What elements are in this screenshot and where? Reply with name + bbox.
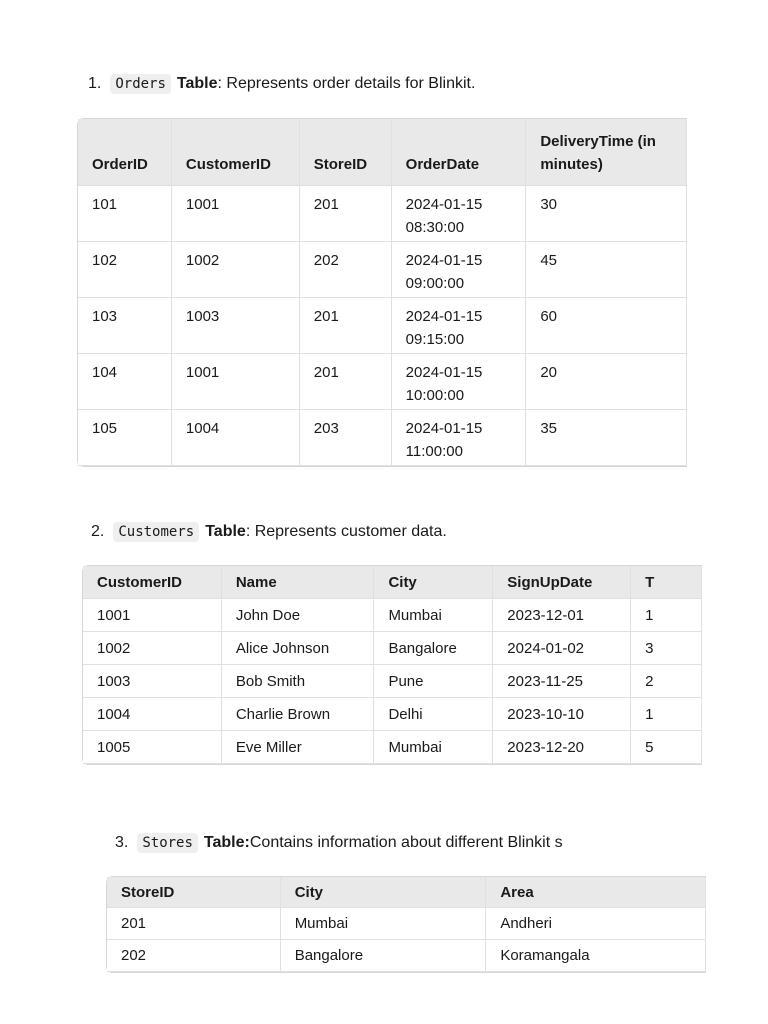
table-cell: Alice Johnson (222, 632, 375, 665)
table-cell: 2024-01-02 (493, 632, 631, 665)
table-cell: 1004 (83, 698, 222, 731)
table-name-code: Customers (113, 522, 199, 542)
column-header: StoreID (300, 119, 392, 186)
table-cell: Mumbai (281, 908, 487, 940)
customers-table (82, 565, 702, 765)
table-cell: 201 (300, 298, 392, 354)
table-name-code: Orders (110, 74, 171, 94)
table-cell: 102 (78, 242, 172, 298)
stores-table (106, 876, 706, 973)
table-row (83, 632, 702, 665)
orders-table (77, 118, 687, 467)
table-cell: 1002 (83, 632, 222, 665)
column-header: City (281, 877, 487, 908)
table-cell: 1003 (83, 665, 222, 698)
table-cell: 1001 (83, 599, 222, 632)
table-row (83, 599, 702, 632)
table-header-row (107, 877, 706, 908)
table-cell: Koramangala (486, 940, 706, 972)
table-header-row (83, 566, 702, 599)
table-cell: 1004 (172, 410, 300, 466)
table-header-row (78, 119, 687, 186)
table-cell: 2024-01-15 09:00:00 (392, 242, 527, 298)
table-cell: 105 (78, 410, 172, 466)
table-name-code: Stores (137, 833, 198, 853)
table-cell: 203 (300, 410, 392, 466)
table-cell: Pune (374, 665, 493, 698)
table-cell: Charlie Brown (222, 698, 375, 731)
column-header: T (631, 566, 702, 599)
table-cell: 3 (631, 632, 702, 665)
table-row (78, 242, 687, 298)
table-body (107, 908, 706, 972)
table-cell: John Doe (222, 599, 375, 632)
column-header: Name (222, 566, 375, 599)
table-cell: 1 (631, 599, 702, 632)
table-body (83, 599, 702, 764)
table-cell: 201 (300, 186, 392, 242)
table-cell: 5 (631, 731, 702, 764)
table-cell: 45 (526, 242, 687, 298)
column-header: Area (486, 877, 706, 908)
table-row (83, 665, 702, 698)
table-row (83, 731, 702, 764)
table-cell: 201 (107, 908, 281, 940)
table-cell: 103 (78, 298, 172, 354)
table-cell: Mumbai (374, 599, 493, 632)
table-row (107, 908, 706, 940)
table-cell: Mumbai (374, 731, 493, 764)
section-heading-customers (91, 522, 447, 542)
table-row (78, 298, 687, 354)
table-cell: 2023-11-25 (493, 665, 631, 698)
section-number: 2. (91, 523, 105, 540)
table-cell: 20 (526, 354, 687, 410)
table-label: Table (205, 523, 246, 540)
table-cell: 1002 (172, 242, 300, 298)
table-cell: 101 (78, 186, 172, 242)
table-label: Table (176, 75, 218, 92)
table-cell: 2023-12-01 (493, 599, 631, 632)
column-header: City (374, 566, 493, 599)
table-row (78, 410, 687, 466)
table-row (78, 186, 687, 242)
table-cell: 2024-01-15 10:00:00 (392, 354, 527, 410)
table-cell: 2024-01-15 08:30:00 (392, 186, 527, 242)
column-header: SignUpDate (493, 566, 631, 599)
table-row (78, 354, 687, 410)
section-number: 3. (115, 834, 129, 851)
table-cell: 104 (78, 354, 172, 410)
column-header: DeliveryTime (in minutes) (526, 119, 687, 186)
table-row (107, 940, 706, 972)
column-header: CustomerID (172, 119, 300, 186)
table-cell: 60 (526, 298, 687, 354)
table-cell: 2023-12-20 (493, 731, 631, 764)
table-cell: 1001 (172, 186, 300, 242)
column-header: OrderID (78, 119, 172, 186)
stores-table-wrapper[interactable] (106, 876, 650, 964)
table-row (83, 698, 702, 731)
section-heading-stores (115, 833, 563, 853)
table-cell: 1003 (172, 298, 300, 354)
table-cell: 201 (300, 354, 392, 410)
table-cell: 202 (107, 940, 281, 972)
table-cell: Bangalore (374, 632, 493, 665)
table-cell: Delhi (374, 698, 493, 731)
table-cell: 35 (526, 410, 687, 466)
table-cell: 2024-01-15 09:15:00 (392, 298, 527, 354)
table-cell: 202 (300, 242, 392, 298)
table-cell: Andheri (486, 908, 706, 940)
table-cell: 2 (631, 665, 702, 698)
table-body (78, 186, 687, 466)
column-header: StoreID (107, 877, 281, 908)
table-cell: Bangalore (281, 940, 487, 972)
section-description: : Represents order details for Blinkit. (217, 75, 476, 92)
table-cell: 2023-10-10 (493, 698, 631, 731)
section-description: Contains information about different Blinkit s (249, 834, 563, 851)
orders-table-wrapper[interactable] (77, 118, 656, 460)
table-label: Table: (203, 834, 250, 851)
section-heading-orders (88, 74, 475, 94)
column-header: OrderDate (392, 119, 527, 186)
table-cell: Bob Smith (222, 665, 375, 698)
table-cell: 1 (631, 698, 702, 731)
table-cell: 1005 (83, 731, 222, 764)
table-cell: Eve Miller (222, 731, 375, 764)
table-cell: 1001 (172, 354, 300, 410)
customers-table-wrapper[interactable] (82, 565, 655, 765)
section-number: 1. (88, 75, 102, 92)
section-description: : Represents customer data. (245, 523, 447, 540)
column-header: CustomerID (83, 566, 222, 599)
table-cell: 30 (526, 186, 687, 242)
table-cell: 2024-01-15 11:00:00 (392, 410, 527, 466)
